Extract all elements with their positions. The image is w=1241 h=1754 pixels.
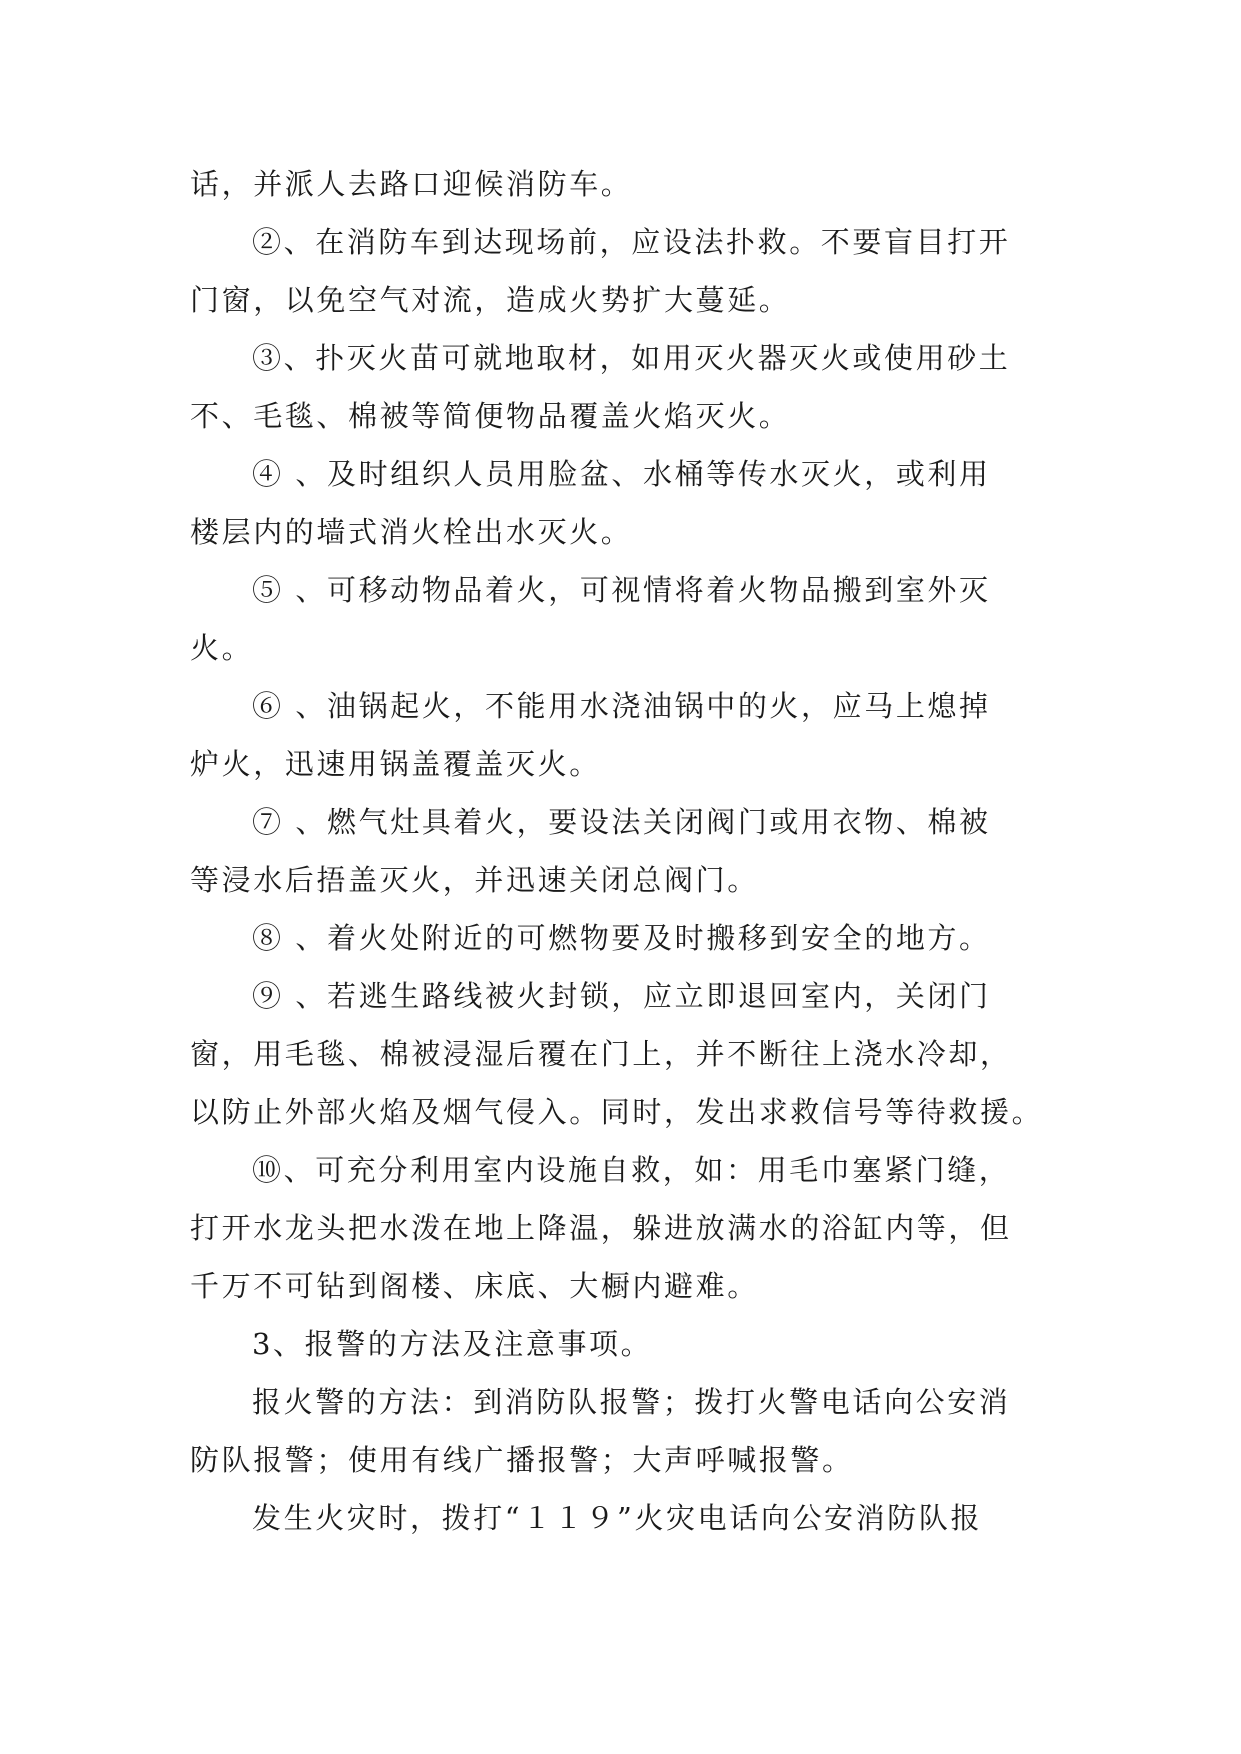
text-line: 以防止外部火焰及烟气侵入。同时，发出求救信号等待救援。 bbox=[190, 1095, 1044, 1129]
text-line: 等浸水后捂盖灭火，并迅速关闭总阀门。 bbox=[190, 863, 759, 897]
text-line: 打开水龙头把水泼在地上降温，躲进放满水的浴缸内等，但 bbox=[190, 1211, 1012, 1245]
text-line: 千万不可钻到阁楼、床底、大橱内避难。 bbox=[190, 1269, 759, 1303]
text-line: ④ 、及时组织人员用脸盆、水桶等传水灭火，或利用 bbox=[252, 457, 991, 491]
text-line: ⑦ 、燃气灶具着火，要设法关闭阀门或用衣物、棉被 bbox=[252, 805, 991, 839]
text-line: 报火警的方法：到消防队报警；拨打火警电话向公安消 bbox=[252, 1385, 1011, 1419]
text-line: 发生火灾时，拨打“１１９”火灾电话向公安消防队报 bbox=[252, 1501, 983, 1535]
text-line: ⑥ 、油锅起火，不能用水浇油锅中的火，应马上熄掉 bbox=[252, 689, 991, 723]
text-line: 3、报警的方法及注意事项。 bbox=[252, 1327, 653, 1361]
text-line: 不、毛毯、棉被等简便物品覆盖火焰灭火。 bbox=[190, 399, 791, 433]
document-body bbox=[190, 155, 1052, 1547]
text-line: 窗，用毛毯、棉被浸湿后覆在门上，并不断往上浇水冷却， bbox=[190, 1037, 1012, 1071]
text-line: 话，并派人去路口迎候消防车。 bbox=[190, 167, 633, 201]
text-line: ③、扑灭火苗可就地取材，如用灭火器灭火或使用砂土 bbox=[252, 341, 1011, 375]
text-line: 楼层内的墙式消火栓出水灭火。 bbox=[190, 515, 633, 549]
text-line: ②、在消防车到达现场前，应设法扑救。不要盲目打开 bbox=[252, 225, 1011, 259]
text-line: 门窗，以免空气对流，造成火势扩大蔓延。 bbox=[190, 283, 791, 317]
text-line: ⑩、可充分利用室内设施自救，如：用毛巾塞紧门缝， bbox=[252, 1153, 1011, 1187]
text-line: 防队报警；使用有线广播报警；大声呼喊报警。 bbox=[190, 1443, 854, 1477]
text-line: ⑨ 、若逃生路线被火封锁，应立即退回室内，关闭门 bbox=[252, 979, 991, 1013]
text-line: ⑧ 、着火处附近的可燃物要及时搬移到安全的地方。 bbox=[252, 921, 991, 955]
text-line: ⑤ 、可移动物品着火，可视情将着火物品搬到室外灭 bbox=[252, 573, 991, 607]
text-line: 炉火，迅速用锅盖覆盖灭火。 bbox=[190, 747, 601, 781]
text-line: 火。 bbox=[190, 631, 254, 665]
